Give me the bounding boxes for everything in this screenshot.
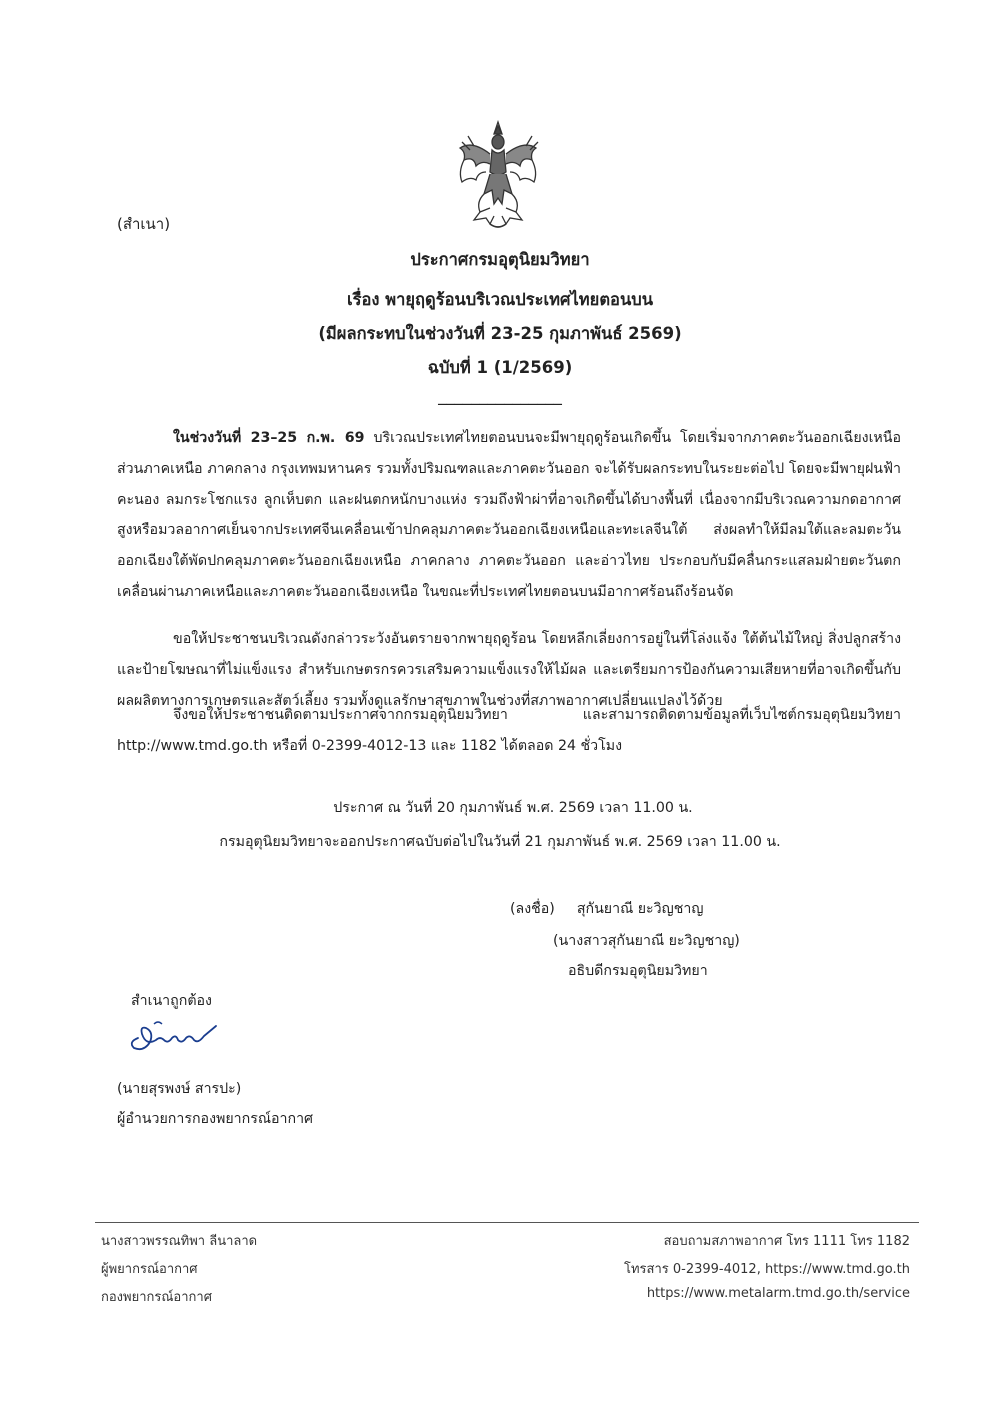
paragraph-follow-updates [117,700,901,762]
certifier-name: (นายสุรพงษ์ สารปะ) [117,1081,242,1097]
footer-forecaster-role: ผู้พยากรณ์อากาศ [101,1262,198,1277]
certifier-position: ผู้อำนวยการกองพยากรณ์อากาศ [117,1111,314,1127]
certified-copy-label: สำเนาถูกต้อง [131,993,212,1009]
signed-label: (ลงชื่อ) [510,901,555,917]
effect-period: (มีผลกระทบในช่วงวันที่ 23-25 กุมภาพันธ์ 2569) [318,324,682,343]
document-subject: เรื่อง พายุฤดูร้อนบริเวณประเทศไทยตอนบน [346,290,653,309]
announced-at: ประกาศ ณ วันที่ 20 กุมภาพันธ์ พ.ศ. 2569 เวลา 11.00 น. [333,800,693,816]
signature-line [510,898,703,920]
handwritten-signature [124,1012,224,1056]
copy-label: (สำเนา) [117,215,171,233]
footer-service-link: https://www.metalarm.tmd.go.th/service [646,1286,910,1301]
next-issue-notice: กรมอุตุนิยมวิทยาจะออกประกาศฉบับต่อไปในวันที่ 21 กุมภาพันธ์ พ.ศ. 2569 เวลา 11.00 น. [219,834,781,850]
garuda-emblem [450,120,546,232]
issue-number: ฉบับที่ 1 (1/2569) [427,358,573,377]
precautions-text: ขอให้ประชาชนบริเวณดังกล่าวระวังอันตรายจากพายุฤดูร้อน โดยหลีกเลี่ยงการอยู่ในที่โล่งแจ้ง ใต้ต้นไม้ใหญ่ สิ่งปลูกสร้าง และป้ายโฆษณาที่ไม่แข็งแรง สำหรับเกษตรกรควรเสริมความแข็งแรงให้ไม้ผล และเตรียมการป้องกันความเสียหายที่อาจเกิดขึ้นกับผลผลิตทางการเกษตรและสัตว์เลี้ยง รวมทั้งดูแลรักษาสุขภาพในช่วงที่สภาพอากาศเปลี่ยนแปลงไว้ด้วย [117,631,901,709]
signed-name: สุกันยาณี ยะวิญชาญ [576,901,704,917]
footer-forecaster-name: นางสาวพรรณทิพา ลีนาลาด [101,1234,258,1249]
signatory-position: อธิบดีกรมอุตุนิยมวิทยา [568,963,708,979]
document-title: ประกาศกรมอุตุนิยมวิทยา [410,250,590,269]
paragraph-forecast [117,423,901,608]
title-separator: _______________ [438,386,562,405]
forecast-period-lead: ในช่วงวันที่ 23–25 ก.พ. 69 [173,430,365,446]
follow-updates-text: จึงขอให้ประชาชนติดตามประกาศจากกรมอุตุนิยมวิทยา และสามารถติดตามข้อมูลที่เว็บไซต์กรมอุตุนิยมวิทยา http://www.tmd.go.th หรือที่ 0-2399-4012-13 และ 1182 ได้ตลอด 24 ชั่วโมง [117,707,901,754]
forecast-text: บริเวณประเทศไทยตอนบนจะมีพายุฤดูร้อนเกิดขึ้น โดยเริ่มจากภาคตะวันออกเฉียงเหนือ ส่วนภาคเหนือ ภาคกลาง กรุงเทพมหานคร รวมทั้งปริมณฑลและภาคตะวันออก จะได้รับผลกระทบในระยะต่อไป โดยจะมีพายุฝนฟ้าคะนอง ลมกระโชกแรง ลูกเห็บตก และฝนตกหนักบางแห่ง รวมถึงฟ้าผ่าที่อาจเกิดขึ้นได้บางพื้นที่ เนื่องจากมีบริเวณความกดอากาศสูงหรือมวลอากาศเย็นจากประเทศจีนเคลื่อนเข้าปกคลุมภาคตะวันออกเฉียงเหนือและทะเลจีนใต้ ส่งผลทำให้มีลมใต้และลมตะวันออกเฉียงใต้พัดปกคลุมภาคตะวันออกเฉียงเหนือ ภาคกลาง ภาคตะวันออก และอ่าวไทย ประกอบกับมีคลื่นกระแสลมฝ่ายตะวันตกเคลื่อนผ่านภาคเหนือและภาคตะวันออกเฉียงเหนือ ในขณะที่ประเทศไทยตอนบนมีอากาศร้อนถึงร้อนจัด [117,430,902,600]
footer-fax-website: โทรสาร 0-2399-4012, https://www.tmd.go.th [624,1262,910,1277]
footer-phone: สอบถามสภาพอากาศ โทร 1111 โทร 1182 [663,1234,910,1249]
footer-division: กองพยากรณ์อากาศ [101,1290,212,1305]
footer-divider [95,1222,919,1223]
signatory-full-name: (นางสาวสุกันยาณี ยะวิญชาญ) [553,933,740,949]
